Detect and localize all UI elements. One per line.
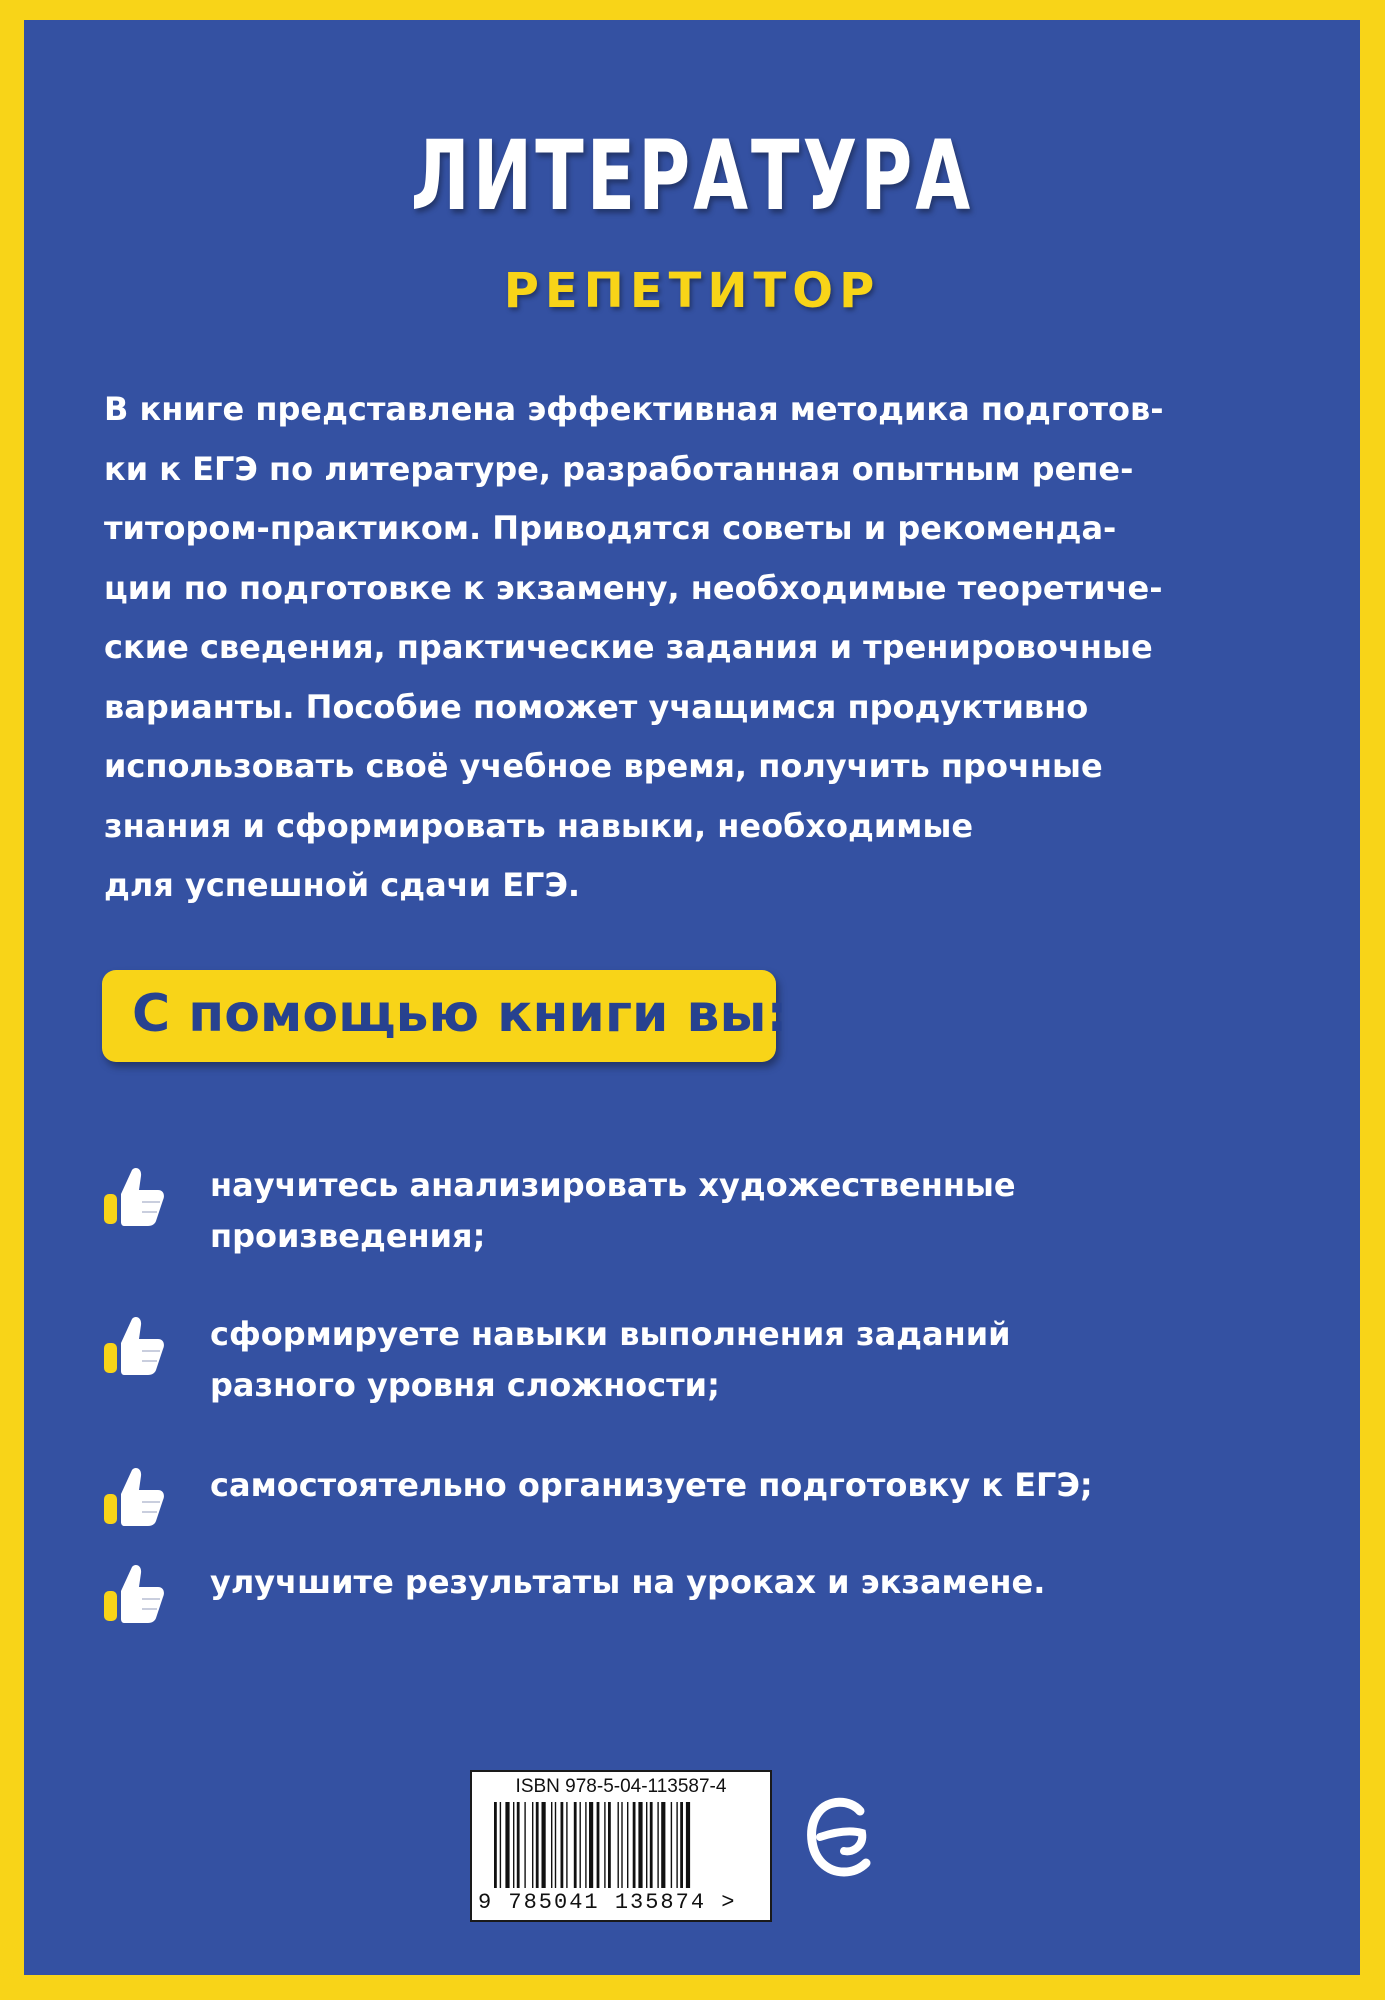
book-subtitle: РЕПЕТИТОР — [503, 263, 881, 319]
benefit-line: разного уровня сложности; — [210, 1366, 720, 1404]
publisher-logo-icon — [804, 1793, 874, 1885]
description-line: титором-практиком. Приводятся советы и рекоменда- — [104, 509, 1117, 547]
description-line: ские сведения, практические задания и тренировочные — [104, 628, 1153, 666]
thumbs-up-icon — [102, 1464, 166, 1528]
book-description — [104, 380, 1294, 916]
benefit-text — [210, 1160, 1016, 1262]
benefit-text — [210, 1309, 1011, 1411]
benefit-text — [210, 1557, 1045, 1608]
thumbs-up-icon — [102, 1164, 166, 1228]
barcode-icon — [494, 1802, 744, 1888]
cover-panel — [24, 20, 1360, 1975]
book-title: ЛИТЕРАТУРА — [410, 120, 974, 232]
isbn-text: ISBN 978-5-04-113587-4 — [515, 1776, 727, 1797]
benefit-text — [210, 1460, 1093, 1511]
description-line: ции по подготовке к экзамену, необходимые теоретиче- — [104, 568, 1163, 607]
benefit-line: самостоятельно организуете подготовку к ЕГЭ; — [210, 1466, 1093, 1504]
benefit-line: произведения; — [210, 1217, 486, 1255]
thumbs-up-icon — [102, 1561, 166, 1625]
benefits-heading: С помощью книги вы: — [132, 984, 788, 1044]
description-line: В книге представлена эффективная методика подготов- — [104, 390, 1164, 428]
barcode-digits: 9 785041 135874 > — [478, 1890, 737, 1915]
description-line: использовать своё учебное время, получить прочные — [104, 747, 1103, 785]
benefit-line: сформируете навыки выполнения заданий — [210, 1315, 1011, 1353]
description-line: для успешной сдачи ЕГЭ. — [104, 866, 581, 904]
barcode-box — [470, 1770, 772, 1922]
benefits-heading-badge — [102, 970, 788, 1062]
thumbs-up-icon — [102, 1313, 166, 1377]
description-line: варианты. Пособие поможет учащимся продуктивно — [104, 687, 1089, 726]
benefit-line: улучшите результаты на уроках и экзамене. — [210, 1563, 1046, 1601]
benefit-line: научитесь анализировать художественные — [210, 1166, 1016, 1204]
description-line: ки к ЕГЭ по литературе, разработанная опытным репе- — [104, 449, 1134, 488]
description-line: знания и сформировать навыки, необходимые — [104, 806, 974, 845]
